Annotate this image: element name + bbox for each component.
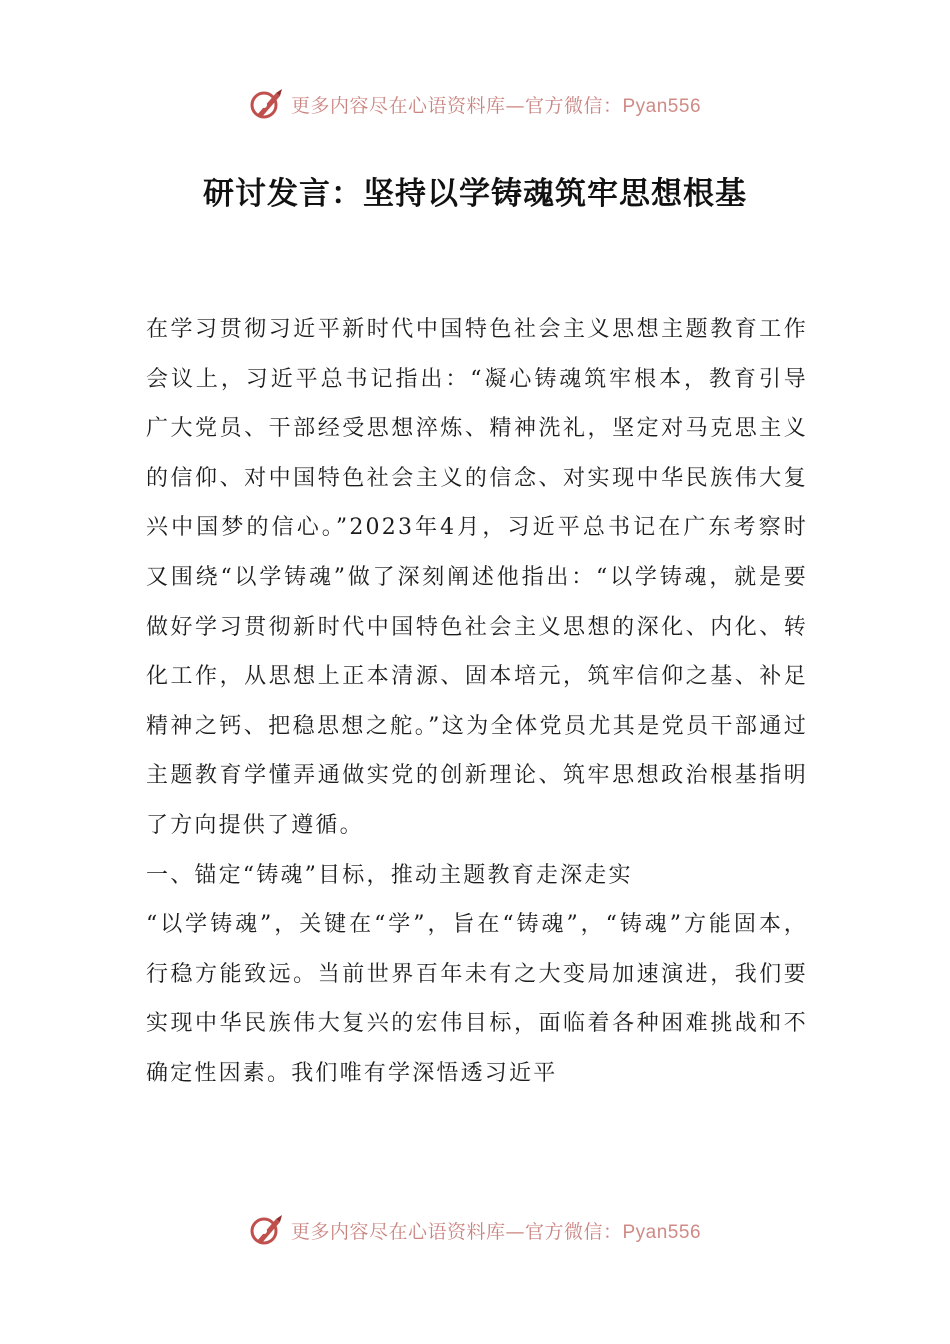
wechat-id: Pyan556: [622, 1221, 702, 1243]
paragraph: 在学习贯彻习近平新时代中国特色社会主义思想主题教育工作会议上，习近平总书记指出：“凝心铸魂筑牢根本，教育引导广大党员、干部经受思想淬炼、精神洗礼，坚定对马克思主义的信仰、对中国特色社会主义的信念、对实现中华民族伟大复兴中国梦的信心。”2023年4月，习近平总书记在广东考察时又围绕“以学铸魂”做了深刻阐述他指出：“以学铸魂，就是要做好学习贯彻新时代中国特色社会主义思想的深化、内化、转化工作，从思想上正本清源、固本培元，筑牢信仰之基、补足精神之钙、把稳思想之舵。”这为全体党员尤其是党员干部通过主题教育学懂弄通做实党的创新理论、筑牢思想政治根基指明了方向提供了遵循。: [146, 317, 808, 838]
header-banner: [0, 82, 950, 126]
section-heading: 一、锚定“铸魂”目标，推动主题教育走深走实: [146, 862, 633, 888]
wechat-id: Pyan556: [622, 95, 702, 117]
banner-label: 更多内容尽在心语资料库—官方微信：: [290, 94, 623, 117]
banner-text: [291, 1217, 701, 1244]
banner-label: 更多内容尽在心语资料库—官方微信：: [290, 1220, 623, 1243]
document-title: 研讨发言：坚持以学铸魂筑牢思想根基: [203, 176, 747, 212]
pen-nib-circle-icon: [249, 87, 283, 121]
banner-text: [291, 91, 701, 118]
pen-nib-circle-icon: [249, 1213, 283, 1247]
paragraph: “以学铸魂”，关键在“学”，旨在“铸魂”，“铸魂”方能固本，行稳方能致远。当前世界百年未有之大变局加速演进，我们要实现中华民族伟大复兴的宏伟目标，面临着各种困难挑战和不确定性因素。我们唯有学深悟透习近平: [146, 912, 808, 1086]
footer-banner: [0, 1208, 950, 1252]
document-body: [146, 305, 808, 1099]
